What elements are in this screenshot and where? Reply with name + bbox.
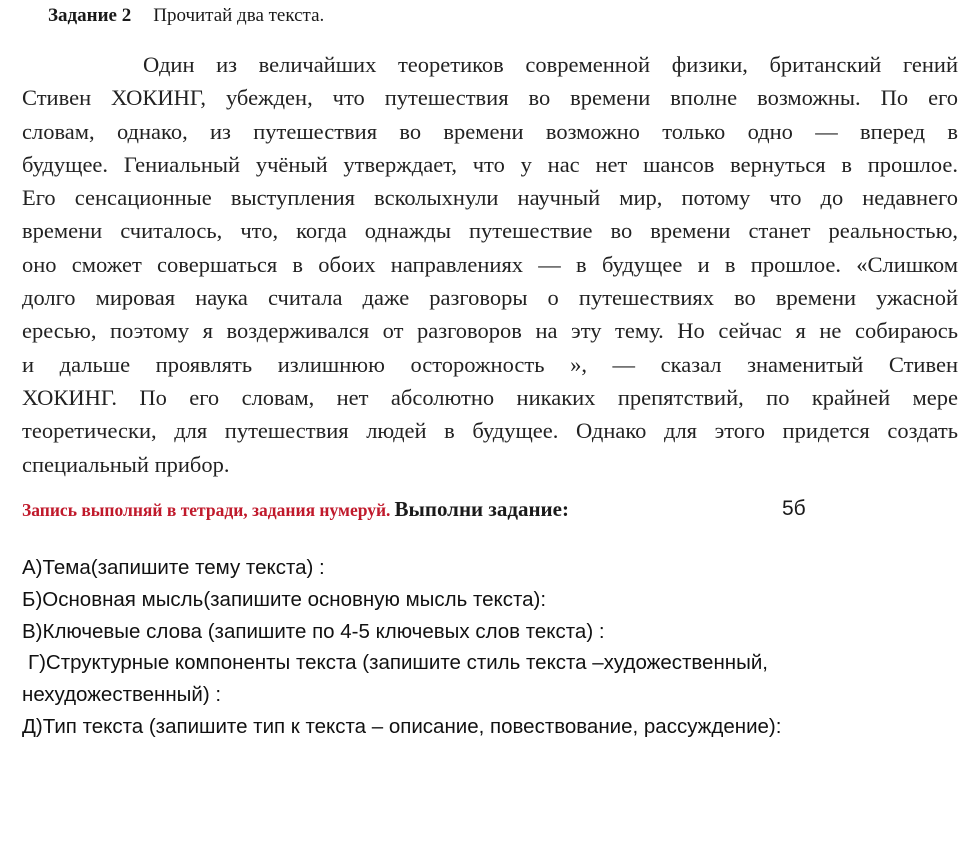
question-item-text-type: Д)Тип текста (запишите тип к текста – описание, повествование, рассуждение): (22, 714, 782, 738)
question-item-topic: А)Тема(запишите тему текста) : (22, 556, 325, 579)
task-instruction: Прочитай два текста. (153, 5, 325, 26)
complete-task-label: Выполни задание: (394, 497, 569, 521)
passage-line: Его сенсационные выступления всколыхнули научный мир, потому что до недавнего (22, 185, 958, 211)
passage-line: долго мировая наука считала даже разговоры о путешествиях во времени ужасной (22, 285, 958, 311)
passage-line: оно сможет совершаться в обоих направлениях — в будущее и в прошлое. «Слишком (22, 251, 958, 277)
question-item-structure: Г)Структурные компоненты текста (запишите стиль текста –художественный, (28, 651, 768, 675)
question-item-keywords: В)Ключевые слова (запишите по 4-5 ключевых слов текста) : (22, 619, 605, 643)
passage-line: Один из величайших теоретиков современной физики, британский гений (143, 52, 958, 77)
question-item-structure-continued: нехудожественный) : (22, 683, 222, 707)
passage-line: ересью, поэтому я воздерживался от разговоров на эту тему. Но сейчас я не собираюсь (22, 318, 958, 344)
passage-line: будущее. Гениальный учёный утверждает, что у нас нет шансов вернуться в прошлое. (22, 151, 958, 177)
passage-line: специальный прибор. (22, 451, 230, 477)
question-item-main-idea: Б)Основная мысль(запишите основную мысль текста): (22, 587, 547, 611)
task-label: Задание 2 (48, 5, 132, 26)
points-value: 5б (782, 497, 806, 520)
passage-line: и дальше проявлять излишнюю осторожность », — сказал знаменитый Стивен (22, 351, 958, 377)
passage-line: теоретически, для путешествия людей в будущее. Однако для этого придется создать (22, 418, 958, 444)
passage-line: времени считалось, что, когда однажды путешествие во времени станет реальностью, (22, 218, 958, 244)
passage-line: ХОКИНГ. По его словам, нет абсолютно никаких препятствий, по крайней мере (22, 384, 958, 410)
passage-line: Стивен ХОКИНГ, убежден, что путешествия во времени вполне возможны. По его (22, 85, 958, 111)
task-header (48, 4, 324, 28)
reading-passage (22, 48, 958, 481)
notebook-instruction: Запись выполняй в тетради, задания нумеруй. (22, 500, 391, 520)
passage-line: словам, однако, из путешествия во времени возможно только одно — вперед в (22, 118, 958, 144)
question-list (22, 552, 781, 743)
